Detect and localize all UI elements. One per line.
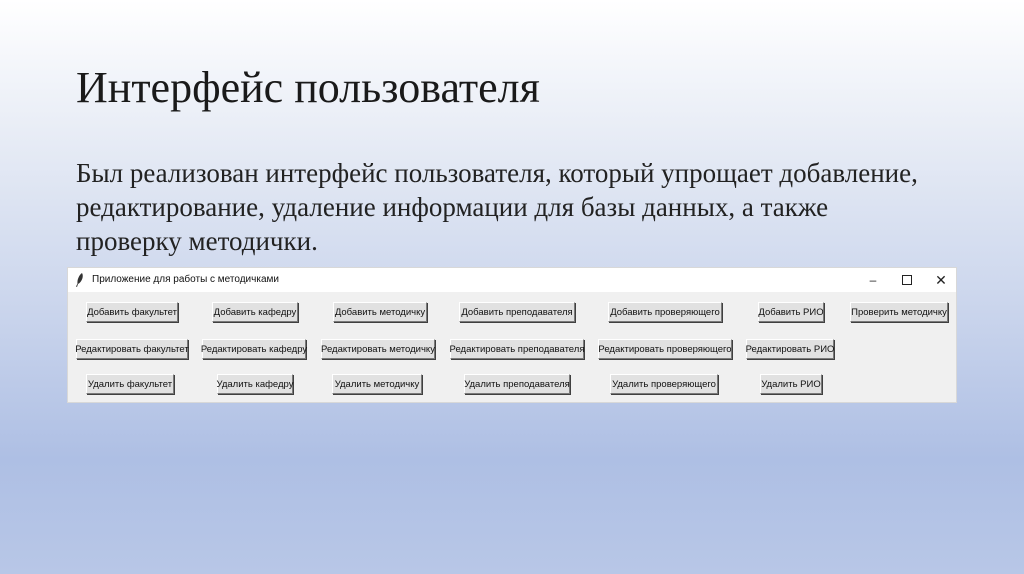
check-manual-button[interactable]: Проверить методичку	[850, 302, 948, 322]
edit-department-button[interactable]: Редактировать кафедру	[202, 339, 306, 359]
delete-rio-button[interactable]: Удалить РИО	[760, 374, 822, 394]
edit-reviewer-button[interactable]: Редактировать проверяющего	[598, 339, 732, 359]
delete-faculty-button[interactable]: Удалить факультет	[86, 374, 174, 394]
maximize-button[interactable]	[890, 268, 924, 292]
app-window	[68, 268, 956, 402]
edit-faculty-button[interactable]: Редактировать факультет	[76, 339, 188, 359]
add-teacher-button[interactable]: Добавить преподавателя	[459, 302, 575, 322]
minimize-button[interactable]: –	[869, 273, 877, 287]
delete-reviewer-button[interactable]: Удалить проверяющего	[610, 374, 718, 394]
close-button[interactable]: ✕	[935, 271, 947, 288]
window-titlebar[interactable]	[68, 268, 956, 292]
add-department-button[interactable]: Добавить кафедру	[212, 302, 298, 322]
add-faculty-button[interactable]: Добавить факультет	[86, 302, 178, 322]
window-title: Приложение для работы с методичками	[92, 274, 279, 285]
slide-body-text: Был реализован интерфейс пользователя, который упрощает добавление, редактирование, удаление информации для базы данных, а также проверку методички.	[76, 158, 918, 256]
delete-teacher-button[interactable]: Удалить преподавателя	[464, 374, 570, 394]
slide-title: Интерфейс пользователя	[76, 63, 540, 112]
add-reviewer-button[interactable]: Добавить проверяющего	[608, 302, 722, 322]
delete-department-button[interactable]: Удалить кафедру	[217, 374, 293, 394]
edit-rio-button[interactable]: Редактировать РИО	[746, 339, 834, 359]
feather-icon	[76, 273, 84, 287]
delete-manual-button[interactable]: Удалить методичку	[332, 374, 422, 394]
edit-manual-button[interactable]: Редактировать методичку	[321, 339, 435, 359]
maximize-icon	[902, 275, 912, 285]
add-manual-button[interactable]: Добавить методичку	[333, 302, 427, 322]
edit-teacher-button[interactable]: Редактировать преподавателя	[450, 339, 584, 359]
add-rio-button[interactable]: Добавить РИО	[758, 302, 824, 322]
